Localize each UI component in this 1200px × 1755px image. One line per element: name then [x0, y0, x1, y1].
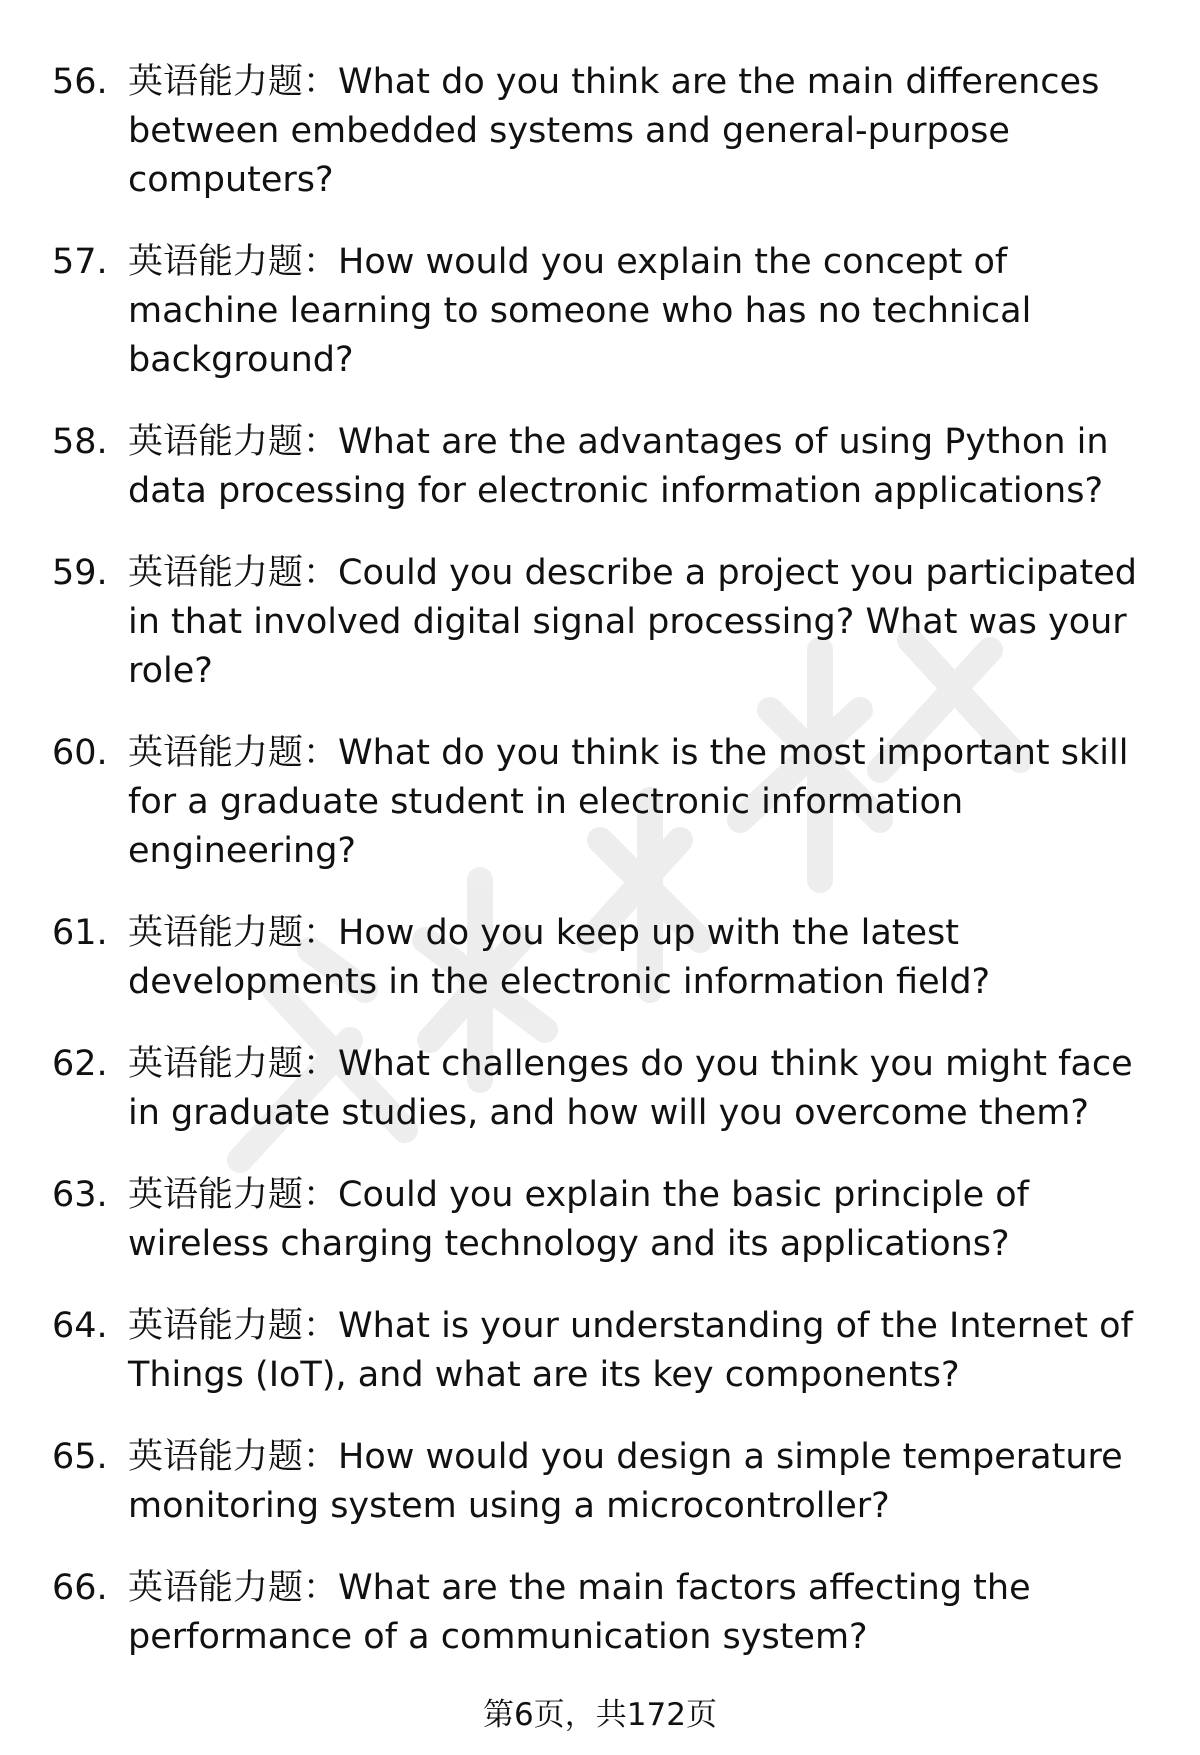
- question-prefix: 英语能力题：: [128, 1175, 339, 1215]
- question-item-56: [52, 58, 1162, 205]
- question-number: 64.: [52, 1306, 108, 1346]
- question-item-57: [52, 238, 1162, 385]
- question-list: [52, 58, 1162, 1695]
- question-number: 57.: [52, 242, 108, 282]
- question-number: 60.: [52, 733, 108, 773]
- question-item-65: [52, 1433, 1162, 1531]
- question-text: What are the advantages of using Python in data processing for electronic information applications?: [128, 422, 1109, 511]
- page-number-label: 第6页，共172页: [483, 1697, 717, 1733]
- question-body: [128, 1302, 1162, 1400]
- question-number: 66.: [52, 1568, 108, 1608]
- question-item-59: [52, 549, 1162, 696]
- question-prefix: 英语能力题：: [128, 1306, 339, 1346]
- question-text: What do you think is the most important skill for a graduate student in electronic information engineering?: [128, 733, 1129, 871]
- question-number: 56.: [52, 62, 108, 102]
- question-prefix: 英语能力题：: [128, 733, 339, 773]
- question-text: What do you think are the main differences between embedded systems and general-purpose computers?: [128, 62, 1100, 200]
- question-number: 58.: [52, 422, 108, 462]
- question-item-66: [52, 1564, 1162, 1662]
- question-prefix: 英语能力题：: [128, 553, 339, 593]
- question-prefix: 英语能力题：: [128, 422, 339, 462]
- question-prefix: 英语能力题：: [128, 1044, 339, 1084]
- question-text: What is your understanding of the Internet of Things (IoT), and what are its key components?: [128, 1306, 1133, 1395]
- question-body: [128, 1040, 1162, 1138]
- question-body: [128, 1564, 1162, 1662]
- question-body: [128, 58, 1162, 205]
- question-number: 59.: [52, 553, 108, 593]
- question-body: [128, 238, 1162, 385]
- page-footer: [0, 1695, 1200, 1735]
- question-number: 62.: [52, 1044, 108, 1084]
- question-item-62: [52, 1040, 1162, 1138]
- question-text: What are the main factors affecting the performance of a communication system?: [128, 1568, 1031, 1657]
- question-text: How would you design a simple temperature monitoring system using a microcontroller?: [128, 1437, 1123, 1526]
- question-prefix: 英语能力题：: [128, 913, 339, 953]
- question-prefix: 英语能力题：: [128, 62, 339, 102]
- question-text: How do you keep up with the latest developments in the electronic information field?: [128, 913, 991, 1002]
- question-body: [128, 1433, 1162, 1531]
- question-item-58: [52, 418, 1162, 516]
- question-item-61: [52, 909, 1162, 1007]
- question-prefix: 英语能力题：: [128, 1437, 339, 1477]
- question-text: How would you explain the concept of machine learning to someone who has no technical background?: [128, 242, 1032, 380]
- question-number: 61.: [52, 913, 108, 953]
- question-body: [128, 729, 1162, 876]
- question-body: [128, 549, 1162, 696]
- question-item-63: [52, 1171, 1162, 1269]
- question-prefix: 英语能力题：: [128, 242, 339, 282]
- question-number: 65.: [52, 1437, 108, 1477]
- question-body: [128, 418, 1162, 516]
- question-text: Could you explain the basic principle of wireless charging technology and its applications?: [128, 1175, 1029, 1264]
- question-prefix: 英语能力题：: [128, 1568, 339, 1608]
- question-body: [128, 1171, 1162, 1269]
- question-body: [128, 909, 1162, 1007]
- question-item-60: [52, 729, 1162, 876]
- question-item-64: [52, 1302, 1162, 1400]
- question-text: What challenges do you think you might face in graduate studies, and how will you overcome them?: [128, 1044, 1133, 1133]
- question-text: Could you describe a project you participated in that involved digital signal processing? What was your role?: [128, 553, 1137, 691]
- question-number: 63.: [52, 1175, 108, 1215]
